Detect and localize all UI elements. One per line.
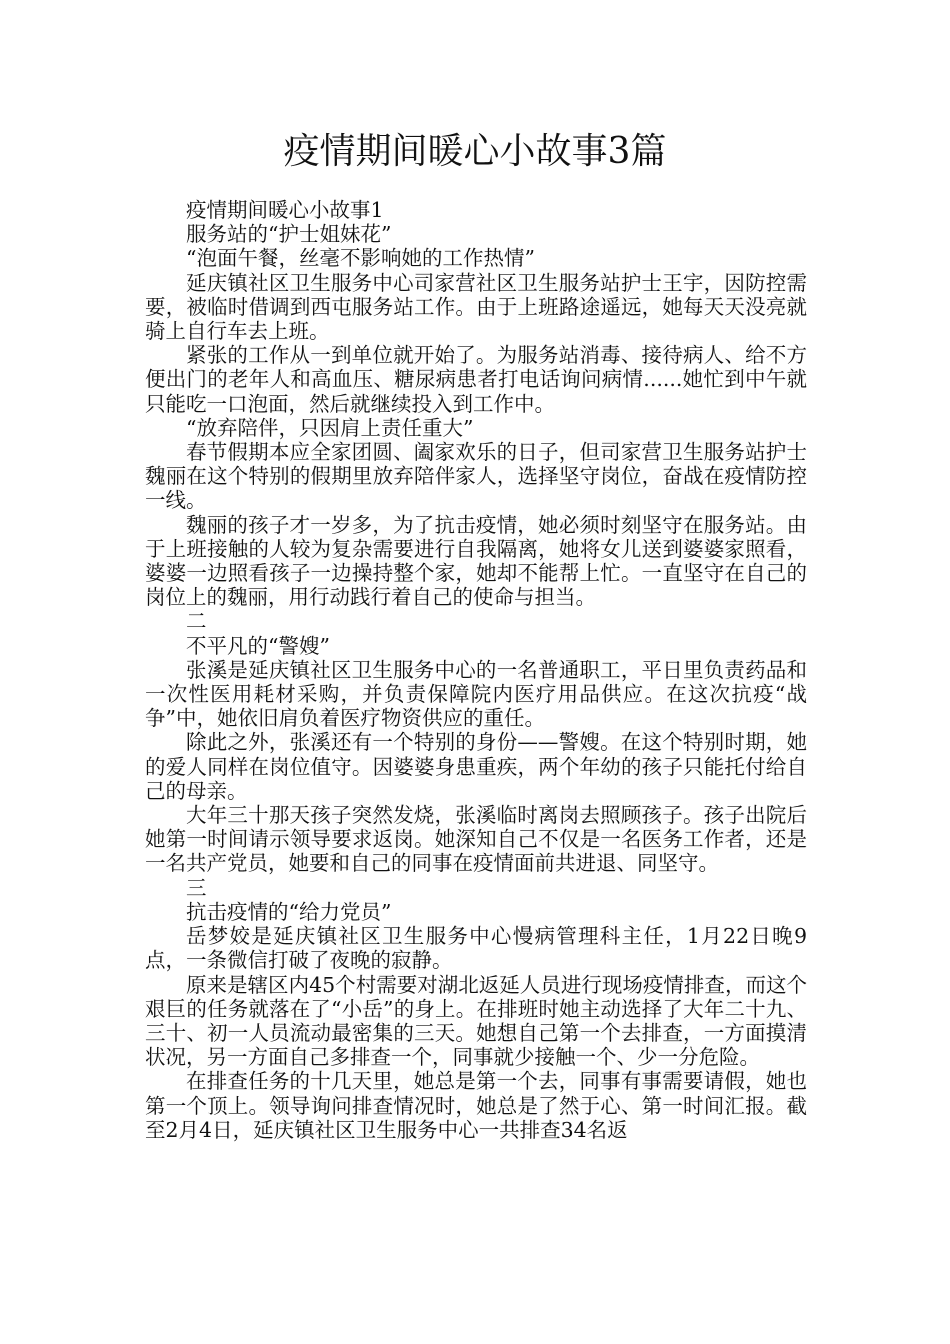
- document-title: 疫情期间暖心小故事3篇: [283, 131, 667, 172]
- paragraph: 延庆镇社区卫生服务中心司家营社区卫生服务站护士王宇，因防控需要，被临时借调到西屯服务站工作。由于上班路途遥远，她每天天没亮就骑上自行车去上班。: [145, 270, 807, 344]
- paragraph: 服务站的“护士姐妹花”: [186, 222, 392, 247]
- paragraph: 不平凡的“警嫂”: [186, 633, 330, 658]
- paragraph: 张溪是延庆镇社区卫生服务中心的一名普通职工，平日里负责药品和一次性医用耗材采购，并负责保障院内医疗用品供应。在这次抗疫“战争”中，她依旧肩负着医疗物资供应的重任。: [145, 657, 807, 731]
- paragraph: 除此之外，张溪还有一个特别的身份——警嫂。在这个特别时期，她的爱人同样在岗位值守。因婆婆身患重疾，两个年幼的孩子只能托付给自己的母亲。: [145, 730, 807, 803]
- paragraph: 在排查任务的十几天里，她总是第一个去，同事有事需要请假，她也第一个顶上。领导询问排查情况时，她总是了然于心、第一时间汇报。截至2月4日，延庆镇社区卫生服务中心一共排查34名返: [145, 1069, 807, 1142]
- paragraph: “泡面午餐，丝毫不影响她的工作热情”: [186, 246, 535, 271]
- paragraph: “放弃陪伴，只因肩上责任重大”: [186, 415, 474, 440]
- paragraph: 二: [186, 609, 207, 634]
- paragraph: 疫情期间暖心小故事1: [186, 198, 384, 222]
- paragraph: 原来是辖区内45个村需要对湖北返延人员进行现场疫情排查，而这个艰巨的任务就落在了“小岳”的身上。在排班时她主动选择了大年二十九、三十、初一人员流动最密集的三天。她想自己第一个去排查，一方面摸清状况，另一方面自己多排查一个，同事就少接触一个、少一分危险。: [145, 972, 807, 1070]
- document-body: [145, 198, 807, 1142]
- paragraph: 魏丽的孩子才一岁多，为了抗击疫情，她必须时刻坚守在服务站。由于上班接触的人较为复杂需要进行自我隔离，她将女儿送到婆婆家照看，婆婆一边照看孩子一边操持整个家，她却不能帮上忙。一直坚守在自己的岗位上的魏丽，用行动践行着自己的使命与担当。: [145, 512, 807, 610]
- paragraph: 抗击疫情的“给力党员”: [186, 899, 392, 924]
- paragraph: 春节假期本应全家团圆、阖家欢乐的日子，但司家营卫生服务站护士魏丽在这个特别的假期里放弃陪伴家人，选择坚守岗位，奋战在疫情防控一线。: [145, 440, 807, 513]
- paragraph: 紧张的工作从一到单位就开始了。为服务站消毒、接待病人、给不方便出门的老年人和高血压、糖尿病患者打电话询问病情......她忙到中午就只能吃一口泡面，然后就继续投入到工作中。: [145, 343, 807, 416]
- paragraph: 三: [186, 875, 207, 900]
- paragraph: 大年三十那天孩子突然发烧，张溪临时离岗去照顾孩子。孩子出院后她第一时间请示领导要求返岗。她深知自己不仅是一名医务工作者，还是一名共产党员，她要和自己的同事在疫情面前共进退、同坚守。: [145, 803, 807, 876]
- paragraph: 岳梦姣是延庆镇社区卫生服务中心慢病管理科主任，1月22日晚9点，一条微信打破了夜晚的寂静。: [145, 924, 807, 973]
